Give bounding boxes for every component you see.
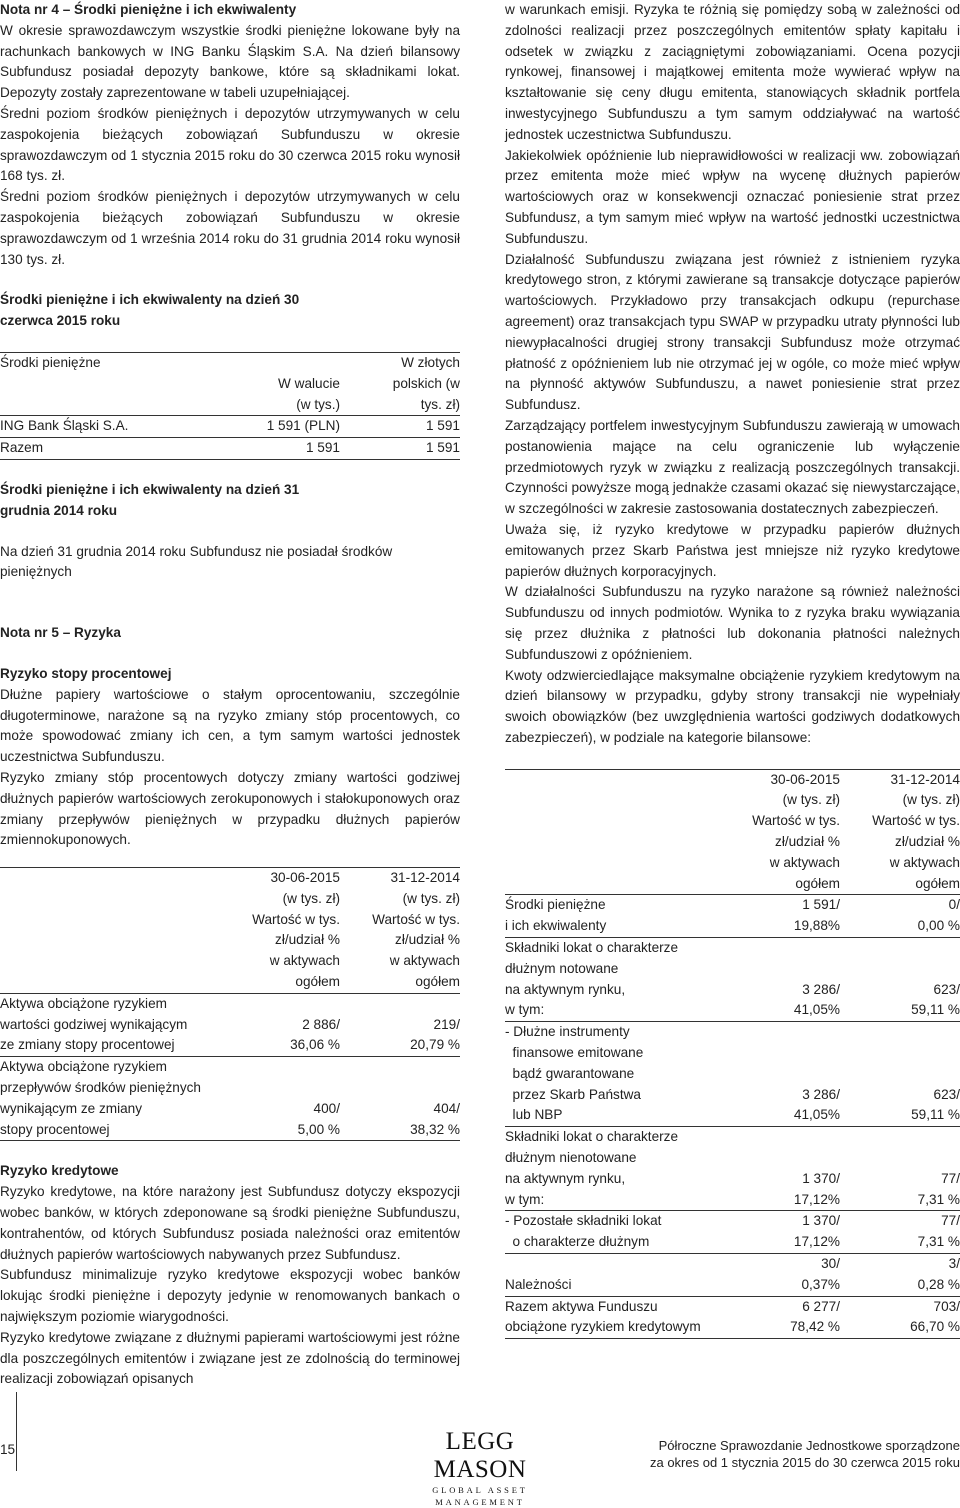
nota4-paragraph-2: Średni poziom środków pieniężnych i depozytów utrzymywanych w celu zaspokojenia bieżących zobowiązań Subfunduszu w okresie sprawozdawczym od 1 stycznia 2015 roku do 30 czerwca 2015 roku wynosił 168 tys. zł. bbox=[0, 105, 460, 184]
table1-header-2: W walucie (w tys.) bbox=[278, 375, 340, 412]
table-cell: Razem aktywa Funduszu obciążone ryzykiem kredytowym bbox=[505, 1298, 701, 1335]
table-cell: 1 591 bbox=[425, 440, 460, 456]
table-cell: ING Bank Śląski S.A. bbox=[0, 418, 129, 434]
credit-paragraph-1: Ryzyko kredytowe, na które narażony jest Subfundusz dotyczy ekspozycji wobec banków, w których zdeponowane są środki pieniężne Subfunduszu, kontrahentów, od których Subfundusz posiada należności oraz emitentów dłużnych papierów wartościowych nabywanych przez Subfundusz. bbox=[0, 1184, 460, 1262]
table-cell: 2 886/ 36,06 % bbox=[290, 1016, 340, 1053]
table-row bbox=[505, 1022, 960, 1127]
table-row bbox=[505, 1211, 960, 1254]
rate-risk-heading: Ryzyko stopy procentowej bbox=[0, 665, 172, 681]
table-cell: 1 591 bbox=[425, 418, 460, 434]
table-cell: 3/ 0,28 % bbox=[917, 1256, 960, 1292]
table-cell: 703/ 66,70 % bbox=[910, 1298, 960, 1335]
table-cell: Środki pieniężne i ich ekwiwalenty bbox=[505, 897, 607, 934]
table1-header-3: W złotych polskich (w tys. zł) bbox=[392, 354, 460, 412]
table2-note: Na dzień 31 grudnia 2014 roku Subfundusz nie posiadał środków pieniężnych bbox=[0, 543, 393, 580]
right-paragraph-7: Kwoty odzwierciedlające maksymalne obciążenie ryzykiem kredytowym na dzień bilansowy w przypadku, gdyby strony transakcji nie wypełniały swoich obowiązków (bez uwzględnienia wartości godziwych dodatkowych zabezpieczeń), w podziale na kategorie bilansowe: bbox=[505, 667, 960, 745]
table-cell: 0/ 0,00 % bbox=[917, 897, 960, 934]
table-row bbox=[505, 1254, 960, 1297]
table-cell: 77/ 7,31 % bbox=[917, 1170, 960, 1207]
credit-table-col1-header: 30-06-2015 (w tys. zł) Wartość w tys. zł/udział % w aktywach ogółem bbox=[752, 771, 840, 891]
right-paragraph-6: W działalności Subfunduszu na ryzyko narażone są również należności Subfunduszu od innych podmiotów. Wynika to z ryzyka braku wywiązania się przez dłużnika z płatności lub dokonania płatności należnych Subfunduszowi z opóźnieniem. bbox=[505, 584, 960, 662]
credit-table-col2-header: 31-12-2014 (w tys. zł) Wartość w tys. zł/udział % w aktywach ogółem bbox=[872, 771, 960, 891]
table-cell: - Dłużne instrumenty finansowe emitowane bądź gwarantowane przez Skarb Państwa lub NBP bbox=[505, 1024, 644, 1123]
table-cell: 219/ 20,79 % bbox=[410, 1016, 460, 1053]
right-paragraph-1: w warunkach emisji. Ryzyka te różnią się pomiędzy sobą w zależności od zdolności realizacji przez poszczególnych emitentów spłaty kapitału i odsetek w związku z zaciągniętymi zobowiązaniami. Ocena pozycji rynkowej, finansowej i majątkowej emitenta może wywierać wpływ na kształtowanie się ceny długu emitenta, stanowiących składnik portfela inwestycyjnego Subfunduszu a tym samym oddziaływać na wartość jednostek uczestnictwa Subfunduszu. bbox=[505, 2, 960, 142]
footer-report-title: Półroczne Sprawozdanie Jednostkowe sporządzone za okres od 1 stycznia 2015 do 30 czerwca 2015 roku bbox=[649, 1438, 960, 1470]
credit-paragraph-3: Ryzyko kredytowe związane z dłużnymi papierami wartościowymi jest różne dla poszczególnych emitentów i związane jest ze zdolnością do terminowej realizacji zobowiązań opisanych bbox=[0, 1329, 460, 1387]
table-row bbox=[0, 993, 460, 1056]
rate-risk-paragraph-1: Dłużne papiery wartościowe o stałym oprocentowaniu, szczególnie długoterminowe, narażone są na ryzyko zmiany stóp procentowych, co może spowodować zmiany ich cen, a tym samym wartości jednostek uczestnictwa Subfunduszu. bbox=[0, 686, 460, 765]
cash-table-2015 bbox=[0, 352, 460, 460]
rate-table-col1-header: 30-06-2015 (w tys. zł) Wartość w tys. zł/udział % w aktywach ogółem bbox=[252, 870, 340, 990]
left-column bbox=[0, 0, 460, 1390]
table-cell: 400/ 5,00 % bbox=[297, 1100, 340, 1137]
table-cell: 3 286/ 41,05% bbox=[793, 981, 840, 1018]
table-cell: Składniki lokat o charakterze dłużnym notowane na aktywnym rynku, w tym: bbox=[505, 940, 679, 1018]
table-cell: Składniki lokat o charakterze dłużnym nienotowane na aktywnym rynku, w tym: bbox=[505, 1129, 679, 1207]
table-cell: 3 286/ 41,05% bbox=[793, 1086, 840, 1123]
table-cell: Należności bbox=[505, 1276, 572, 1292]
table-row bbox=[505, 938, 960, 1022]
credit-paragraph-2: Subfundusz minimalizuje ryzyko kredytowe ekspozycji wobec banków lokując środki pieniężne i depozyty jedynie w renomowanych bankach o największym poziomie wiarygodności. bbox=[0, 1267, 460, 1325]
right-paragraph-4: Zarządzający portfelem inwestycyjnym Subfunduszu zawierają w umowach postanowienia mające na celu ograniczenie lub wyłączenie przedmiotowych ryzyk w związku z realizacją poszczególnych transakcji. Czynności powyższe mogą jednakże czasami okazać się niewystarczające, w szczególności w zakresie zastosowania dostatecznych zabezpieczeń. bbox=[505, 417, 960, 517]
legg-mason-logo bbox=[404, 1428, 556, 1508]
right-column bbox=[505, 0, 960, 1339]
right-paragraph-5: Uważa się, iż ryzyko kredytowe w przypadku papierów dłużnych emitowanych przez Skarb Państwa jest mniejsze niż ryzyko kredytowe papierów dłużnych korporacyjnych. bbox=[505, 521, 960, 579]
table-cell: 1 591/ 19,88% bbox=[793, 897, 840, 934]
table-cell: 1 591 (PLN) bbox=[266, 418, 340, 434]
table-cell: 1 370/ 17,12% bbox=[793, 1213, 840, 1250]
table-cell: Aktywa obciążone ryzykiem przepływów środków pieniężnych wynikającym ze zmiany stopy procentowej bbox=[0, 1059, 201, 1137]
table-cell: 1 591 bbox=[305, 440, 340, 456]
nota4-paragraph-1: W okresie sprawozdawczym wszystkie środki pieniężne lokowane były na rachunkach bankowych w ING Banku Śląskim S.A. Na dzień bilansowy Subfundusz posiadał depozyty bankowe, które są składnikami lokat. Depozyty zostały zaprezentowane w tabeli uzupełniającej. bbox=[0, 22, 460, 101]
table-row bbox=[505, 895, 960, 938]
nota5-title: Nota nr 5 – Ryzyka bbox=[0, 625, 121, 641]
nota4-paragraph-3: Średni poziom środków pieniężnych i depozytów utrzymywanych w celu zaspokojenia bieżących zobowiązań Subfunduszu w okresie sprawozdawczym od 1 września 2014 roku do 31 grudnia 2014 roku wynosił 130 tys. zł. bbox=[0, 189, 460, 267]
table1-header-1: Środki pieniężne bbox=[0, 354, 101, 370]
table-cell: 404/ 38,32 % bbox=[410, 1100, 460, 1137]
table-row bbox=[0, 416, 460, 438]
table-cell: 623/ 59,11 % bbox=[911, 981, 960, 1018]
table-cell: Razem bbox=[0, 440, 44, 456]
nota4-title: Nota nr 4 – Środki pieniężne i ich ekwiwalenty bbox=[0, 2, 297, 17]
table-cell: 6 277/ 78,42 % bbox=[790, 1298, 840, 1335]
rate-table-col2-header: 31-12-2014 (w tys. zł) Wartość w tys. zł/udział % w aktywach ogółem bbox=[372, 870, 460, 990]
footer-divider bbox=[16, 1392, 17, 1471]
table-cell: - Pozostałe składniki lokat o charakterze dłużnym bbox=[505, 1213, 662, 1250]
right-paragraph-2: Jakiekolwiek opóźnienie lub nieprawidłowości w realizacji ww. zobowiązań przez emitenta może mieć wpływ na wycenę dłużnych papierów wartościowych oraz w konsekwencji oznaczać poniesienie strat przez Subfundusz, a tym samym mieć wpływ na wartość jednostki uczestnictwa Subfunduszu. bbox=[505, 147, 960, 246]
table-cell: Aktywa obciążone ryzykiem wartości godziwej wynikającym ze zmiany stopy procentowej bbox=[0, 995, 188, 1053]
credit-risk-heading: Ryzyko kredytowe bbox=[0, 1163, 119, 1179]
page-number: 15 bbox=[0, 1442, 16, 1457]
table-row bbox=[505, 1296, 960, 1339]
rate-risk-paragraph-2: Ryzyko zmiany stóp procentowych dotyczy zmiany wartości godziwej dłużnych papierów wartościowych zerokuponowych i stałokuponowych oraz zmiany przepływów pieniężnych w przypadku dłużnych papierów zmiennokuponowych. bbox=[0, 769, 460, 848]
logo-sub: GLOBAL ASSET MANAGEMENT bbox=[432, 1485, 528, 1507]
logo-main: LEGG MASON bbox=[433, 1428, 527, 1483]
table-row bbox=[505, 1127, 960, 1211]
table-cell: 1 370/ 17,12% bbox=[793, 1170, 840, 1207]
table-cell: 623/ 59,11 % bbox=[911, 1086, 960, 1123]
rate-risk-table bbox=[0, 867, 460, 1141]
table-cell: 30/ 0,37% bbox=[801, 1256, 840, 1292]
table1-heading: Środki pieniężne i ich ekwiwalenty na dzień 30 czerwca 2015 roku bbox=[0, 292, 300, 329]
table-cell: 77/ 7,31 % bbox=[917, 1213, 960, 1250]
table-row bbox=[0, 438, 460, 460]
right-paragraph-3: Działalność Subfunduszu związana jest również z istnieniem ryzyka kredytowego stron, z którymi zawierane są transakcje dotyczące papierów wartościowych. Przykładowo przy transakcjach odkupu (repurchase agreement) oraz transakcjach typu SWAP w przypadku utraty płynności lub niewypłacalności drugiej strony transakcji Subfundusz może otrzymać płatność z opóźnieniem lub nie otrzymać jej w ogóle, co może mieć wpływ na płynność aktywów Subfunduszu, a nawet poniesienie strat przez Subfundusz. bbox=[505, 251, 960, 413]
table2-heading: Środki pieniężne i ich ekwiwalenty na dzień 31 grudnia 2014 roku bbox=[0, 481, 300, 518]
table-row bbox=[0, 1057, 460, 1141]
credit-exposure-table bbox=[505, 769, 960, 1340]
